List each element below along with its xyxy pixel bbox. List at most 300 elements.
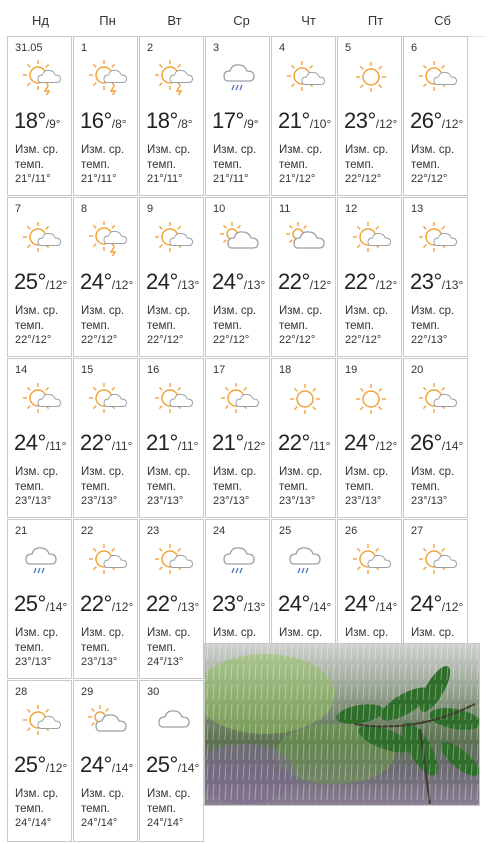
- avg-label-line1: Изм. ср.: [15, 144, 59, 156]
- sun-icon: [350, 381, 392, 417]
- temp-low: /12°: [309, 278, 332, 292]
- avg-label-line2: темп.: [147, 481, 176, 493]
- day-date: 9: [147, 203, 154, 215]
- avg-label-line1: Изм. ср.: [81, 627, 125, 639]
- temp-high: 16°: [80, 108, 112, 133]
- day-cell[interactable]: [205, 36, 270, 196]
- avg-label-line2: темп.: [147, 159, 176, 171]
- day-cell[interactable]: [139, 197, 204, 357]
- sun-cloud-icon: [416, 59, 458, 95]
- temp-low: /13°: [441, 278, 464, 292]
- rain-photo: [204, 643, 480, 806]
- temp-high: 18°: [146, 108, 178, 133]
- avg-label-line1: Изм. ср.: [81, 788, 125, 800]
- temp-high: 21°: [146, 430, 178, 455]
- avg-label-line1: Изм. ср.: [411, 466, 455, 478]
- avg-label: [15, 626, 58, 656]
- avg-label-line2: темп.: [345, 481, 374, 493]
- day-date: 23: [147, 525, 160, 537]
- day-date: 26: [345, 525, 358, 537]
- avg-temp: 21°/12°: [279, 173, 316, 185]
- day-temps: [344, 430, 397, 456]
- avg-label-line2: темп.: [81, 320, 110, 332]
- day-cell[interactable]: [205, 358, 270, 518]
- temp-high: 26°: [410, 108, 442, 133]
- avg-label: [147, 787, 190, 817]
- day-cell[interactable]: [7, 197, 72, 357]
- day-temps: [146, 108, 193, 134]
- day-temps: [212, 269, 265, 295]
- weekday-sat: Сб: [434, 13, 451, 28]
- temp-high: 25°: [14, 591, 46, 616]
- avg-temp: 22°/12°: [279, 334, 316, 346]
- avg-temp: 23°/13°: [147, 495, 184, 507]
- day-temps: [80, 269, 133, 295]
- temp-high: 23°: [344, 108, 376, 133]
- temp-high: 22°: [344, 269, 376, 294]
- avg-label-line1: Изм. ср.: [279, 627, 323, 639]
- avg-label-line1: Изм. ср.: [147, 788, 191, 800]
- temp-high: 24°: [146, 269, 178, 294]
- sun-cloud-icon: [86, 542, 128, 578]
- avg-label: [147, 626, 190, 656]
- temp-high: 24°: [344, 591, 376, 616]
- temp-low: /12°: [375, 278, 398, 292]
- temp-high: 17°: [212, 108, 244, 133]
- avg-label: [15, 787, 58, 817]
- day-date: 22: [81, 525, 94, 537]
- temp-high: 22°: [80, 430, 112, 455]
- temp-high: 22°: [278, 430, 310, 455]
- weekday-thu: Чт: [301, 13, 316, 28]
- avg-label-line2: темп.: [213, 481, 242, 493]
- day-date: 18: [279, 364, 292, 376]
- sun-cloud-icon: [152, 381, 194, 417]
- avg-label-line2: темп.: [411, 159, 440, 171]
- day-temps: [410, 108, 463, 134]
- day-date: 15: [81, 364, 94, 376]
- day-cell[interactable]: [73, 358, 138, 518]
- day-cell[interactable]: [7, 519, 72, 679]
- day-date: 29: [81, 686, 94, 698]
- sun-cloud-lightning-icon: [86, 220, 128, 256]
- temp-low: /9°: [243, 117, 259, 131]
- avg-temp: 22°/12°: [411, 173, 448, 185]
- forecast-calendar: [7, 6, 485, 829]
- day-cell[interactable]: [73, 197, 138, 357]
- temp-high: 24°: [14, 430, 46, 455]
- day-temps: [344, 269, 397, 295]
- temp-low: /12°: [111, 278, 134, 292]
- avg-temp: 22°/12°: [345, 173, 382, 185]
- avg-label-line1: Изм. ср.: [345, 144, 389, 156]
- day-date: 1: [81, 42, 88, 54]
- temp-low: /12°: [45, 761, 68, 775]
- avg-label: [411, 304, 454, 334]
- day-cell[interactable]: [7, 680, 72, 842]
- day-cell[interactable]: [337, 358, 402, 518]
- avg-label-line2: темп.: [213, 159, 242, 171]
- avg-label-line1: Изм. ср.: [279, 144, 323, 156]
- temp-low: /13°: [243, 278, 266, 292]
- avg-label-line1: Изм. ср.: [15, 788, 59, 800]
- sun-cloud-icon: [86, 381, 128, 417]
- sun-cloud-lightning-icon: [152, 59, 194, 95]
- day-temps: [212, 591, 265, 617]
- day-temps: [146, 752, 199, 778]
- avg-label-line1: Изм. ср.: [213, 627, 257, 639]
- temp-low: /10°: [309, 117, 332, 131]
- temp-low: /13°: [177, 278, 200, 292]
- temp-high: 24°: [80, 752, 112, 777]
- avg-label: [15, 304, 58, 334]
- day-cell[interactable]: [139, 36, 204, 196]
- day-temps: [278, 269, 331, 295]
- avg-label-line1: Изм. ср.: [15, 305, 59, 317]
- temp-low: /14°: [45, 600, 68, 614]
- avg-label: [411, 465, 454, 495]
- day-cell[interactable]: [403, 197, 468, 357]
- day-date: 20: [411, 364, 424, 376]
- avg-temp: 22°/12°: [147, 334, 184, 346]
- avg-label-line1: Изм. ср.: [345, 466, 389, 478]
- day-temps: [80, 752, 133, 778]
- avg-temp: 21°/11°: [15, 173, 51, 185]
- week-row: [7, 197, 485, 358]
- day-temps: [14, 591, 67, 617]
- day-cell[interactable]: [73, 519, 138, 679]
- temp-high: 26°: [410, 430, 442, 455]
- temp-low: /14°: [441, 439, 464, 453]
- sun-behind-cloud-icon: [284, 220, 326, 256]
- avg-label: [81, 787, 124, 817]
- sun-cloud-icon: [416, 220, 458, 256]
- avg-label: [279, 143, 322, 173]
- temp-high: 25°: [14, 752, 46, 777]
- avg-label-line2: темп.: [15, 481, 44, 493]
- day-date: 2: [147, 42, 154, 54]
- day-cell[interactable]: [205, 197, 270, 357]
- avg-label: [345, 143, 388, 173]
- sun-icon: [350, 59, 392, 95]
- avg-label-line2: темп.: [213, 320, 242, 332]
- avg-label-line2: темп.: [81, 642, 110, 654]
- sun-cloud-lightning-icon: [20, 59, 62, 95]
- avg-label: [213, 304, 256, 334]
- avg-label: [213, 143, 256, 173]
- avg-label-line2: темп.: [279, 320, 308, 332]
- avg-temp: 22°/12°: [15, 334, 52, 346]
- avg-label-line2: темп.: [345, 320, 374, 332]
- temp-high: 21°: [278, 108, 310, 133]
- day-cell[interactable]: [73, 36, 138, 196]
- temp-high: 22°: [80, 591, 112, 616]
- day-date: 3: [213, 42, 220, 54]
- avg-label-line1: Изм. ср.: [213, 144, 257, 156]
- avg-label-line1: Изм. ср.: [147, 466, 191, 478]
- day-date: 7: [15, 203, 22, 215]
- avg-label-line2: темп.: [81, 481, 110, 493]
- temp-high: 23°: [212, 591, 244, 616]
- day-cell[interactable]: [271, 358, 336, 518]
- avg-temp: 23°/13°: [411, 495, 448, 507]
- avg-label-line2: темп.: [81, 159, 110, 171]
- sun-cloud-icon: [350, 542, 392, 578]
- day-temps: [410, 591, 463, 617]
- avg-temp: 21°/11°: [147, 173, 183, 185]
- day-date: 13: [411, 203, 424, 215]
- sun-cloud-icon: [152, 542, 194, 578]
- day-cell[interactable]: [271, 36, 336, 196]
- day-temps: [146, 591, 199, 617]
- day-cell[interactable]: [7, 36, 72, 196]
- day-date: 19: [345, 364, 358, 376]
- sun-cloud-icon: [416, 542, 458, 578]
- sun-cloud-icon: [152, 220, 194, 256]
- day-cell[interactable]: [403, 358, 468, 518]
- temp-high: 22°: [146, 591, 178, 616]
- day-temps: [278, 430, 330, 456]
- avg-label-line2: темп.: [147, 320, 176, 332]
- avg-label-line2: темп.: [15, 159, 44, 171]
- temp-low: /12°: [375, 439, 398, 453]
- avg-temp: 21°/11°: [81, 173, 117, 185]
- day-cell[interactable]: [139, 680, 204, 842]
- day-date: 4: [279, 42, 286, 54]
- avg-label-line1: Изм. ср.: [81, 466, 125, 478]
- temp-high: 25°: [14, 269, 46, 294]
- temp-low: /11°: [177, 439, 199, 453]
- week-row: [7, 36, 485, 197]
- rain-cloud-icon: [218, 542, 260, 578]
- temp-low: /12°: [111, 600, 134, 614]
- day-date: 5: [345, 42, 352, 54]
- temp-low: /13°: [243, 600, 266, 614]
- temp-high: 23°: [410, 269, 442, 294]
- temp-low: /14°: [111, 761, 134, 775]
- day-date: 31.05: [15, 42, 43, 54]
- day-date: 8: [81, 203, 88, 215]
- avg-temp: 22°/13°: [411, 334, 448, 346]
- rain-leaves-image: [205, 644, 480, 806]
- avg-label-line1: Изм. ср.: [15, 466, 59, 478]
- avg-label-line2: темп.: [345, 159, 374, 171]
- temp-high: 18°: [14, 108, 46, 133]
- week-row: [7, 358, 485, 519]
- day-temps: [80, 591, 133, 617]
- avg-temp: 23°/13°: [279, 495, 316, 507]
- day-temps: [146, 430, 198, 456]
- sun-cloud-icon: [20, 703, 62, 739]
- avg-label-line1: Изм. ср.: [147, 144, 191, 156]
- avg-temp: 23°/13°: [213, 495, 250, 507]
- day-date: 30: [147, 686, 160, 698]
- avg-label: [81, 143, 124, 173]
- avg-temp: 24°/13°: [147, 656, 184, 668]
- avg-label-line2: темп.: [411, 481, 440, 493]
- day-temps: [212, 108, 259, 134]
- day-date: 14: [15, 364, 28, 376]
- temp-low: /12°: [243, 439, 266, 453]
- avg-label: [81, 626, 124, 656]
- avg-label: [15, 465, 58, 495]
- day-cell[interactable]: [7, 358, 72, 518]
- day-temps: [14, 752, 67, 778]
- avg-label: [411, 143, 454, 173]
- avg-label-line1: Изм. ср.: [15, 627, 59, 639]
- avg-label: [15, 143, 58, 173]
- day-date: 28: [15, 686, 28, 698]
- sun-cloud-icon: [218, 381, 260, 417]
- sun-cloud-icon: [20, 381, 62, 417]
- temp-low: /13°: [177, 600, 200, 614]
- temp-low: /11°: [45, 439, 67, 453]
- day-cell[interactable]: [73, 680, 138, 842]
- day-cell[interactable]: [337, 36, 402, 196]
- day-cell[interactable]: [139, 519, 204, 679]
- avg-label-line2: темп.: [15, 320, 44, 332]
- day-date: 17: [213, 364, 226, 376]
- avg-label-line1: Изм. ср.: [411, 305, 455, 317]
- avg-label: [147, 143, 190, 173]
- temp-low: /12°: [375, 117, 398, 131]
- temp-low: /12°: [45, 278, 68, 292]
- avg-label: [279, 304, 322, 334]
- temp-high: 24°: [212, 269, 244, 294]
- day-temps: [212, 430, 265, 456]
- day-temps: [344, 591, 397, 617]
- temp-low: /14°: [177, 761, 200, 775]
- sun-behind-cloud-icon: [86, 703, 128, 739]
- temp-low: /9°: [45, 117, 61, 131]
- temp-high: 25°: [146, 752, 178, 777]
- day-temps: [344, 108, 397, 134]
- avg-label-line1: Изм. ср.: [147, 627, 191, 639]
- temp-high: 24°: [344, 430, 376, 455]
- avg-temp: 24°/14°: [147, 817, 184, 829]
- day-date: 16: [147, 364, 160, 376]
- avg-label-line2: темп.: [279, 481, 308, 493]
- cloud-icon: [152, 703, 194, 739]
- avg-label-line2: темп.: [15, 642, 44, 654]
- avg-temp: 23°/13°: [15, 656, 52, 668]
- avg-label-line2: темп.: [147, 803, 176, 815]
- day-date: 24: [213, 525, 226, 537]
- avg-label-line2: темп.: [81, 803, 110, 815]
- temp-low: /12°: [441, 600, 464, 614]
- sun-cloud-icon: [416, 381, 458, 417]
- avg-label: [279, 465, 322, 495]
- day-date: 21: [15, 525, 28, 537]
- avg-label: [81, 465, 124, 495]
- avg-label-line1: Изм. ср.: [147, 305, 191, 317]
- avg-label: [345, 465, 388, 495]
- avg-label-line1: Изм. ср.: [213, 466, 257, 478]
- day-date: 12: [345, 203, 358, 215]
- day-date: 25: [279, 525, 292, 537]
- avg-temp: 23°/13°: [81, 656, 118, 668]
- avg-temp: 22°/12°: [345, 334, 382, 346]
- day-temps: [410, 269, 463, 295]
- temp-low: /12°: [441, 117, 464, 131]
- day-date: 27: [411, 525, 424, 537]
- avg-label-line1: Изм. ср.: [81, 305, 125, 317]
- day-cell[interactable]: [337, 197, 402, 357]
- temp-high: 21°: [212, 430, 244, 455]
- avg-label: [213, 465, 256, 495]
- avg-temp: 23°/13°: [15, 495, 52, 507]
- day-temps: [278, 108, 331, 134]
- day-temps: [80, 430, 132, 456]
- avg-label: [345, 304, 388, 334]
- avg-temp: 21°/11°: [213, 173, 249, 185]
- sun-cloud-icon: [350, 220, 392, 256]
- weekday-tue: Вт: [167, 13, 182, 28]
- rain-cloud-icon: [20, 542, 62, 578]
- avg-label-line2: темп.: [279, 159, 308, 171]
- temp-high: 24°: [278, 591, 310, 616]
- temp-high: 24°: [410, 591, 442, 616]
- avg-label-line1: Изм. ср.: [81, 144, 125, 156]
- temp-low: /11°: [111, 439, 133, 453]
- avg-label-line1: Изм. ср.: [279, 466, 323, 478]
- avg-label: [81, 304, 124, 334]
- avg-label-line1: Изм. ср.: [411, 627, 455, 639]
- sun-behind-cloud-icon: [218, 220, 260, 256]
- weekday-fri: Пт: [367, 13, 384, 28]
- weekday-header: [7, 6, 485, 37]
- sun-cloud-icon: [20, 220, 62, 256]
- day-temps: [410, 430, 463, 456]
- avg-temp: 23°/13°: [345, 495, 382, 507]
- avg-temp: 24°/14°: [81, 817, 118, 829]
- day-date: 10: [213, 203, 226, 215]
- weekday-mon: Пн: [99, 13, 116, 28]
- avg-label-line2: темп.: [15, 803, 44, 815]
- sun-cloud-lightning-icon: [86, 59, 128, 95]
- day-cell[interactable]: [271, 197, 336, 357]
- temp-low: /8°: [177, 117, 193, 131]
- avg-label: [147, 465, 190, 495]
- day-temps: [146, 269, 199, 295]
- temp-low: /14°: [375, 600, 398, 614]
- day-cell[interactable]: [139, 358, 204, 518]
- day-cell[interactable]: [403, 36, 468, 196]
- day-temps: [80, 108, 127, 134]
- sun-icon: [284, 381, 326, 417]
- avg-label-line1: Изм. ср.: [213, 305, 257, 317]
- temp-low: /14°: [309, 600, 332, 614]
- temp-low: /11°: [309, 439, 331, 453]
- avg-label-line2: темп.: [411, 320, 440, 332]
- sun-cloud-icon: [284, 59, 326, 95]
- avg-label: [147, 304, 190, 334]
- day-date: 11: [279, 203, 291, 215]
- temp-high: 22°: [278, 269, 310, 294]
- temp-high: 24°: [80, 269, 112, 294]
- weekday-wed: Ср: [233, 13, 250, 28]
- avg-temp: 23°/13°: [81, 495, 118, 507]
- rain-cloud-icon: [218, 59, 260, 95]
- avg-temp: 22°/12°: [81, 334, 118, 346]
- avg-label-line1: Изм. ср.: [345, 627, 389, 639]
- avg-label-line1: Изм. ср.: [345, 305, 389, 317]
- avg-label-line1: Изм. ср.: [411, 144, 455, 156]
- weekday-sun: Нд: [32, 13, 49, 28]
- avg-temp: 24°/14°: [15, 817, 52, 829]
- rain-cloud-icon: [284, 542, 326, 578]
- day-temps: [278, 591, 331, 617]
